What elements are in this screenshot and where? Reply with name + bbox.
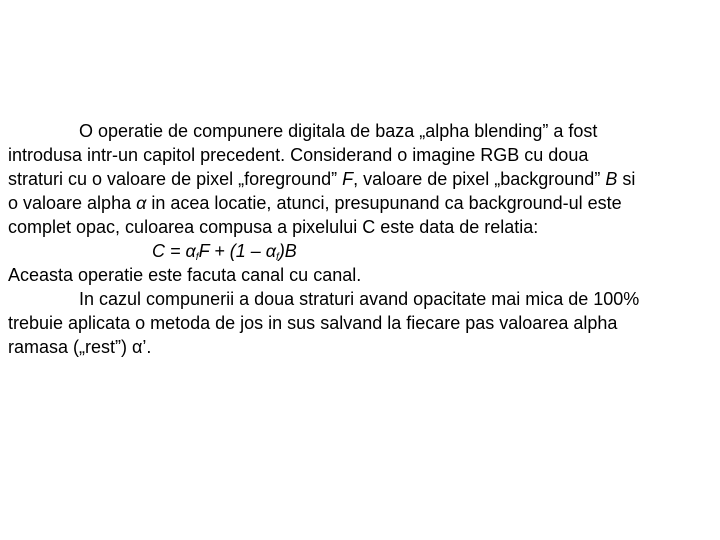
paragraph1-line3-text-a: straturi cu o valoare de pixel „foreground” — [8, 169, 343, 189]
formula-subscript-1: f — [195, 252, 199, 263]
document-body — [8, 119, 712, 359]
formula-part2: F + (1 – α — [198, 241, 277, 261]
formula-part1: C = α — [152, 241, 196, 261]
paragraph1-line5: complet opac, culoarea compusa a pixelului C este data de relatia: — [8, 217, 539, 237]
paragraph1-line4 — [8, 191, 712, 215]
formula-subscript-2: f — [276, 252, 279, 263]
paragraph3-line1: In cazul compunerii a doua straturi avand opacitate mai mica de 100% — [79, 289, 640, 309]
paragraph3-line2: trebuie aplicata o metoda de jos in sus salvand la fiecare pas valoarea alpha — [8, 313, 618, 333]
paragraph3-line3: ramasa („rest”) α’. — [8, 337, 152, 357]
alpha-symbol: α — [136, 193, 147, 213]
compositing-formula — [8, 239, 712, 263]
paragraph1-line1: O operatie de compunere digitala de baza „alpha blending” a fost — [79, 121, 598, 141]
background-symbol: B — [605, 169, 618, 189]
paragraph1-line2: introdusa intr-un capitol precedent. Considerand o imagine RGB cu doua — [8, 145, 589, 165]
paragraph1-line3 — [8, 167, 712, 191]
paragraph1-line4-text-a: o valoare alpha — [8, 193, 137, 213]
paragraph1-line3-text-b: , valoare de pixel „background” — [353, 169, 606, 189]
paragraph1-line3-text-c: si — [617, 169, 636, 189]
formula-part3: )B — [278, 241, 297, 261]
paragraph1-line4-text-b: in acea locatie, atunci, presupunand ca background-ul este — [146, 193, 622, 213]
foreground-symbol: F — [342, 169, 354, 189]
paragraph2-line1: Aceasta operatie este facuta canal cu canal. — [8, 265, 362, 285]
